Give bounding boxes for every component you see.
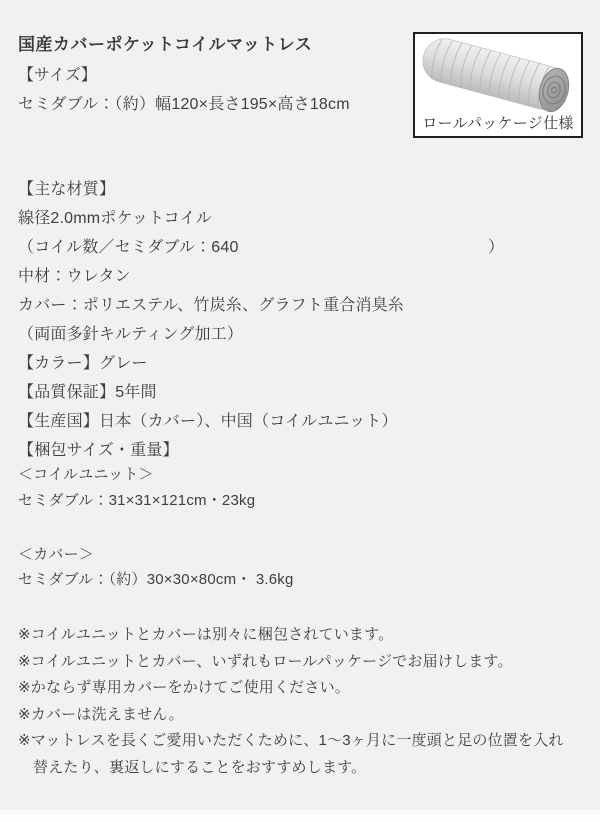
materials-section xyxy=(18,175,505,465)
page-title: 国産カバーポケットコイルマットレス xyxy=(18,35,313,54)
coil-spec-line: 線径2.0mmポケットコイル xyxy=(18,210,212,227)
size-value: セミダブル：（約）幅120×長さ195×高さ18cm xyxy=(18,96,350,113)
quilting-line: （両面多針キルティング加工） xyxy=(18,326,244,343)
coil-count-line xyxy=(18,233,505,262)
cover-value: セミダブル：（約）30×30×80cm・ 3.6kg xyxy=(18,571,294,588)
cover-label: ＜カバー＞ xyxy=(18,546,95,563)
note-line-continuation: 替えたり、裏返しにすることをおすすめします。 xyxy=(33,758,367,776)
note-line: ※かならず専用カバーをかけてご使用ください。 xyxy=(18,679,350,697)
notes-section xyxy=(18,622,564,782)
filling-line: 中材：ウレタン xyxy=(18,268,131,285)
coil-count-text: （コイル数／セミダブル：640 xyxy=(18,239,239,256)
bottom-strip xyxy=(0,810,600,822)
cover-materials-line: カバー：ポリエステル、竹炭糸、グラフト重合消臭糸 xyxy=(18,297,405,314)
coil-count-close-paren: ） xyxy=(488,239,505,256)
coil-unit-package-details xyxy=(18,462,255,514)
origin-line: 【生産国】日本（カバー）、中国（コイルユニット） xyxy=(18,413,398,430)
warranty-line: 【品質保証】5年間 xyxy=(18,384,157,401)
note-line: ※マットレスを長くご愛用いただくために、1～3ヶ月に一度頭と足の位置を入れ xyxy=(18,732,564,750)
coil-unit-value: セミダブル：31×31×121cm・23kg xyxy=(18,492,256,509)
roll-package-figure xyxy=(413,32,583,138)
note-line: ※カバーは洗えません。 xyxy=(18,705,184,723)
roll-package-caption: ロールパッケージ仕様 xyxy=(422,115,574,132)
materials-heading: 【主な材質】 xyxy=(18,181,116,198)
note-line: ※コイルユニットとカバー、いずれもロールパッケージでお届けします。 xyxy=(18,652,513,670)
size-section-heading: 【サイズ】 xyxy=(18,67,97,84)
cover-package-details xyxy=(18,542,294,592)
note-line: ※コイルユニットとカバーは別々に梱包されています。 xyxy=(18,626,394,643)
color-line: 【カラー】グレー xyxy=(18,355,148,372)
coil-unit-label: ＜コイルユニット＞ xyxy=(18,466,154,483)
package-size-heading: 【梱包サイズ・重量】 xyxy=(18,442,179,459)
rolled-mattress-icon xyxy=(415,36,581,114)
